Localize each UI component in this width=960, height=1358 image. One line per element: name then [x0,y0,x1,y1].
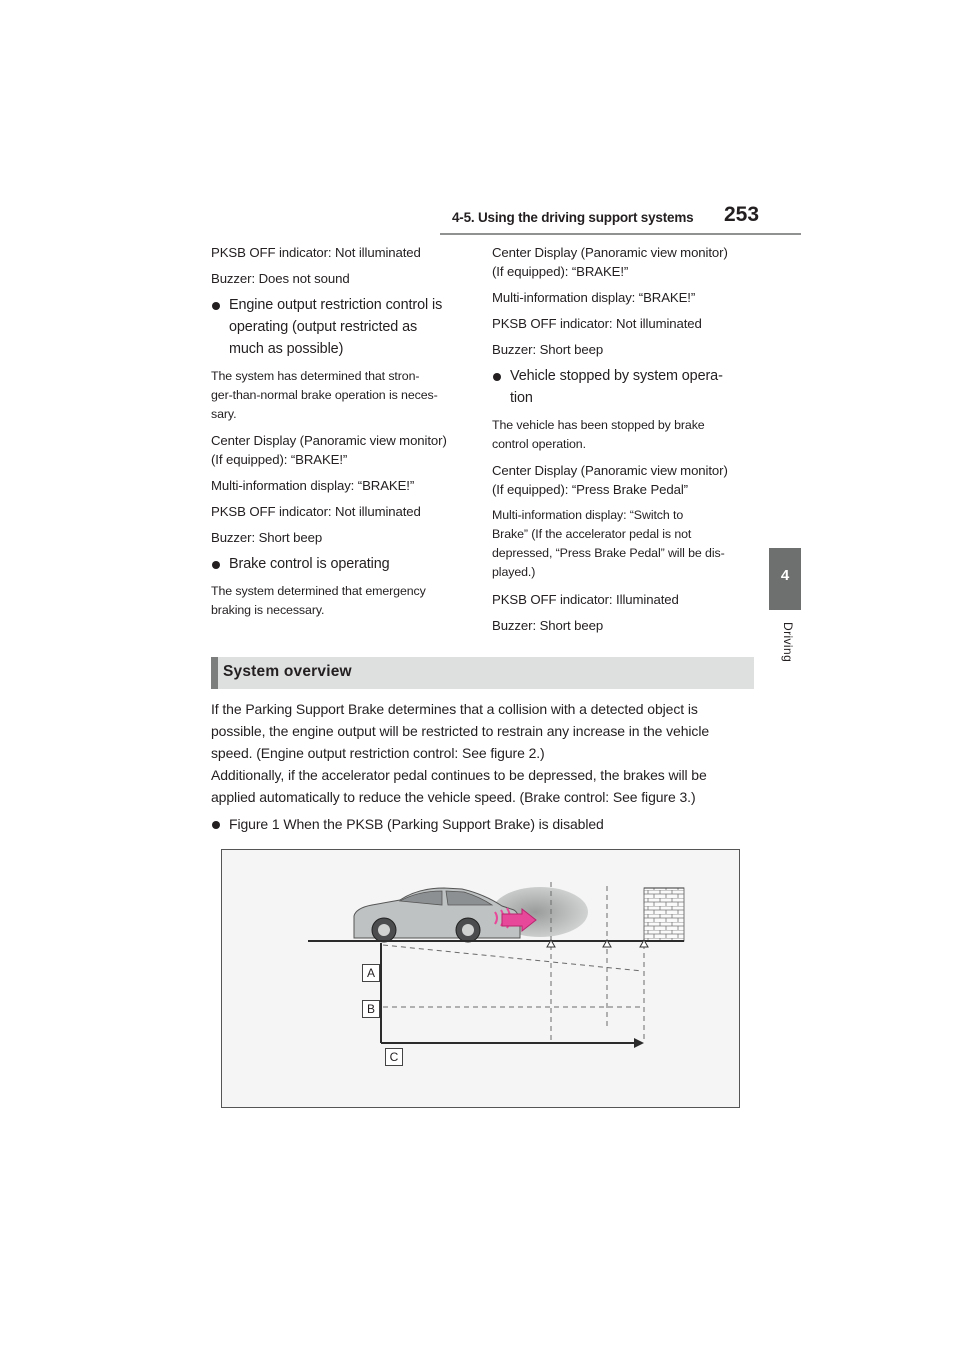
right-buzzer: Buzzer: Short beep [492,342,604,357]
figure-label-b: B [362,1000,380,1018]
left-desc-engine: The system has determined that stron- ger-than-normal brake operation is neces- sary. [211,369,438,421]
bullet-icon [212,561,220,569]
right-multi-info-2: Multi-information display: “Switch to Brake” (If the accelerator pedal is not depressed, “Press Brake Pedal” will be dis- played.) [492,508,725,579]
section-banner-accent [211,657,218,689]
figure-caption: Figure 1 When the PKSB (Parking Support Brake) is disabled [229,816,604,832]
section-paragraph: If the Parking Support Brake determines that a collision with a detected object is possible, the engine output will be restricted to restrain any increase in the vehicle speed. (Engine output restriction control: See figure 2.) Additionally, if the accelerator pedal continues to be depressed, the brakes will be applied automatically to reduce the vehicle speed. (Brake control: See figure 3.) [211,701,710,805]
bullet-icon [212,821,220,829]
figure-diagram [222,850,739,1107]
wall-icon [644,888,684,941]
section-title: System overview [223,663,352,680]
chapter-number: 4 [780,567,790,584]
left-desc-brake: The system determined that emergency braking is necessary. [211,584,426,617]
left-buzzer-2: Buzzer: Short beep [211,530,323,545]
right-multi-info: Multi-information display: “BRAKE!” [492,290,696,305]
header-divider [440,233,801,235]
left-heading-engine-output: Engine output restriction control is operating (output restricted as much as possible) [229,297,443,357]
right-center-display: Center Display (Panoramic view monitor) (If equipped): “BRAKE!” [492,245,728,279]
left-center-display: Center Display (Panoramic view monitor) (If equipped): “BRAKE!” [211,433,447,467]
figure-label-a: A [362,964,380,982]
figure-label-c: C [385,1048,403,1066]
right-pksb-indicator-2: PKSB OFF indicator: Illuminated [492,592,679,607]
right-buzzer-2: Buzzer: Short beep [492,618,604,633]
bullet-icon [493,373,501,381]
axis-arrow-icon [634,1038,644,1048]
figure-pksb-disabled [221,849,740,1108]
right-pksb-indicator: PKSB OFF indicator: Not illuminated [492,316,702,331]
header-section-title: 4-5. Using the driving support systems [452,210,694,225]
bullet-icon [212,302,220,310]
left-pksb-indicator-2: PKSB OFF indicator: Not illuminated [211,504,421,519]
left-heading-brake-control: Brake control is operating [229,556,390,572]
page-number: 253 [724,203,760,226]
left-multi-info: Multi-information display: “BRAKE!” [211,478,415,493]
right-desc-stopped: The vehicle has been stopped by brake control operation. [492,418,705,451]
left-buzzer: Buzzer: Does not sound [211,271,350,286]
right-center-display-2: Center Display (Panoramic view monitor) (If equipped): “Press Brake Pedal” [492,463,728,497]
car-icon [354,888,520,942]
right-heading-vehicle-stopped: Vehicle stopped by system opera- tion [510,368,723,406]
chapter-label: Driving [781,622,795,663]
left-pksb-indicator: PKSB OFF indicator: Not illuminated [211,245,421,260]
